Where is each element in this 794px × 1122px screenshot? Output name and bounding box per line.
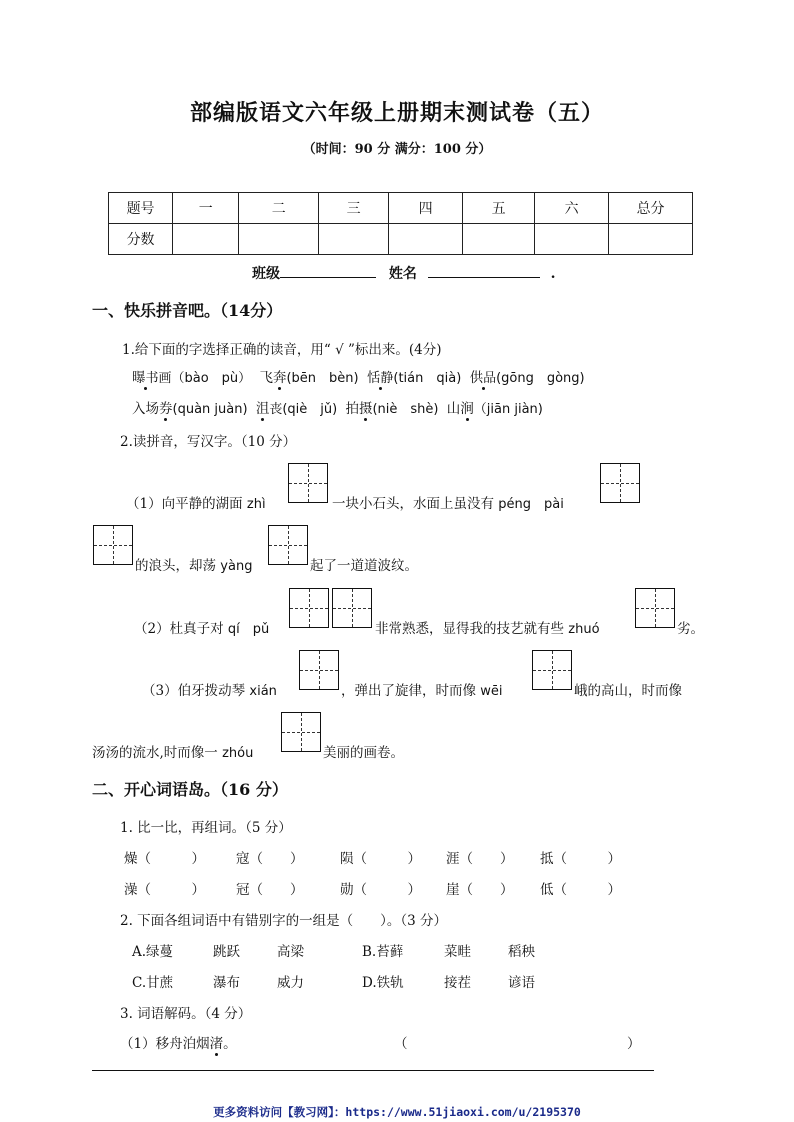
option-word: 接茬 xyxy=(444,975,471,991)
score-cell[interactable] xyxy=(239,224,319,255)
word-pair-item: 涯（ ） xyxy=(446,851,514,867)
option-word: B.苔藓 xyxy=(362,944,404,960)
score-table-header-row xyxy=(109,193,693,224)
table-cell: 五 xyxy=(463,193,535,224)
table-cell: 分数 xyxy=(109,224,173,255)
question-text: 2.读拼音，写汉字。（10 分） xyxy=(120,434,297,450)
divider xyxy=(92,1070,654,1071)
character-grid[interactable] xyxy=(600,463,640,503)
character-grid[interactable] xyxy=(268,525,308,565)
sentence-text: 美丽的画卷。 xyxy=(323,745,404,761)
sentence-text: （3）伯牙拨动琴 xián xyxy=(142,683,277,699)
line-end: . xyxy=(550,266,556,282)
option-word: C.甘蔗 xyxy=(132,975,174,991)
table-cell: 二 xyxy=(239,193,319,224)
choice-item: 入场券(quàn juàn) xyxy=(132,401,248,417)
score-cell[interactable] xyxy=(463,224,535,255)
word-pair-item: 崖（ ） xyxy=(446,882,514,898)
table-cell: 一 xyxy=(173,193,239,224)
footer-link[interactable]: 更多资料访问【教习网】：https://www.51jiaoxi.com/u/2195370 xyxy=(213,1105,581,1119)
option-word: A.绿蔓 xyxy=(132,944,174,960)
choice-item: 山涧（jiān jiàn) xyxy=(446,401,543,417)
table-cell: 三 xyxy=(319,193,389,224)
option-word: D.铁轨 xyxy=(362,975,404,991)
pinyin-choice-line xyxy=(132,366,585,386)
character-grid[interactable] xyxy=(288,463,328,503)
character-grid[interactable] xyxy=(532,650,572,690)
table-cell: 六 xyxy=(535,193,609,224)
word-pair-item: 寇（ ） xyxy=(236,851,304,867)
word-pair-item: 勋（ ） xyxy=(340,882,421,898)
name-label: 姓名 xyxy=(388,266,417,282)
choice-item: 拍摄(niè shè) xyxy=(345,401,439,417)
question-text: 1. 比一比，再组词。（5 分） xyxy=(120,820,292,836)
page-title: 部编版语文六年级上册期末测试卷（五） xyxy=(189,100,604,126)
score-cell[interactable] xyxy=(609,224,693,255)
name-blank[interactable] xyxy=(428,263,540,278)
score-cell[interactable] xyxy=(535,224,609,255)
score-cell[interactable] xyxy=(319,224,389,255)
exam-info: （时间：90 分 满分：100 分） xyxy=(302,142,492,157)
sentence-text: 一块小石头，水面上虽没有 péng pài xyxy=(332,496,564,512)
option-word: 谚语 xyxy=(508,975,535,991)
word-pair-item: 低（ ） xyxy=(540,882,621,898)
option-word: 瀑布 xyxy=(213,975,240,991)
option-word: 威力 xyxy=(277,975,304,991)
answer-paren-close: ） xyxy=(627,1036,641,1052)
sentence-text: 非常熟悉，显得我的技艺就有些 zhuó xyxy=(375,621,600,637)
sentence-text: 峨的高山，时而像 xyxy=(574,683,682,699)
choice-item: 飞奔(bēn bèn) xyxy=(259,370,359,386)
score-cell[interactable] xyxy=(389,224,463,255)
choice-item: 曝书画（bào pù） xyxy=(132,370,252,386)
character-grid[interactable] xyxy=(93,525,133,565)
sentence-text: 的浪头，却荡 yàng xyxy=(135,558,253,574)
score-cell[interactable] xyxy=(173,224,239,255)
question-text: 1.给下面的字选择正确的读音，用“ √ ”标出来。(4分) xyxy=(122,342,442,358)
question-text: 2. 下面各组词语中有错别字的一组是（ ）。（3 分） xyxy=(120,913,448,929)
score-table xyxy=(108,192,693,255)
word-pair-item: 抵（ ） xyxy=(540,851,621,867)
sentence-text: 汤汤的流水,时而像一 zhóu xyxy=(92,745,254,761)
sentence-text: 劣。 xyxy=(677,621,704,637)
class-label: 班级 xyxy=(252,266,280,282)
question-text: 3. 词语解码。（4 分） xyxy=(120,1006,252,1022)
option-word: 高梁 xyxy=(277,944,304,960)
section-heading: 二、开心词语岛。（16 分） xyxy=(92,780,288,799)
pinyin-choice-line xyxy=(132,397,543,417)
word-pair-item: 燥（ ） xyxy=(124,851,205,867)
character-grid[interactable] xyxy=(635,588,675,628)
choice-item: 沮丧(qiè jǔ) xyxy=(255,401,338,417)
table-cell: 总分 xyxy=(609,193,693,224)
section-heading: 一、快乐拼音吧。（14分） xyxy=(92,301,283,320)
sentence-text: （1）移舟泊烟渚。 xyxy=(120,1036,237,1052)
sentence-text: （2）杜真子对 qí pǔ xyxy=(134,621,270,637)
character-grid[interactable] xyxy=(281,712,321,752)
answer-paren-open: （ xyxy=(394,1036,408,1052)
student-info-line xyxy=(252,263,556,283)
character-grid[interactable] xyxy=(299,650,339,690)
character-grid[interactable] xyxy=(332,588,372,628)
sentence-text: （1）向平静的湖面 zhì xyxy=(126,496,266,512)
score-table-score-row xyxy=(109,224,693,255)
word-pair-item: 澡（ ） xyxy=(124,882,205,898)
option-word: 跳跃 xyxy=(213,944,240,960)
sentence-text: ，弹出了旋律，时而像 wēi xyxy=(341,683,503,699)
option-word: 稻秧 xyxy=(508,944,535,960)
word-pair-item: 冠（ ） xyxy=(236,882,304,898)
table-cell: 题号 xyxy=(109,193,173,224)
character-grid[interactable] xyxy=(289,588,329,628)
class-blank[interactable] xyxy=(280,263,376,278)
table-cell: 四 xyxy=(389,193,463,224)
choice-item: 供品(gōng gòng) xyxy=(469,370,585,386)
word-pair-item: 陨（ ） xyxy=(340,851,421,867)
choice-item: 恬静(tián qià) xyxy=(366,370,462,386)
sentence-text: 起了一道道波纹。 xyxy=(310,558,418,574)
option-word: 菜畦 xyxy=(444,944,471,960)
